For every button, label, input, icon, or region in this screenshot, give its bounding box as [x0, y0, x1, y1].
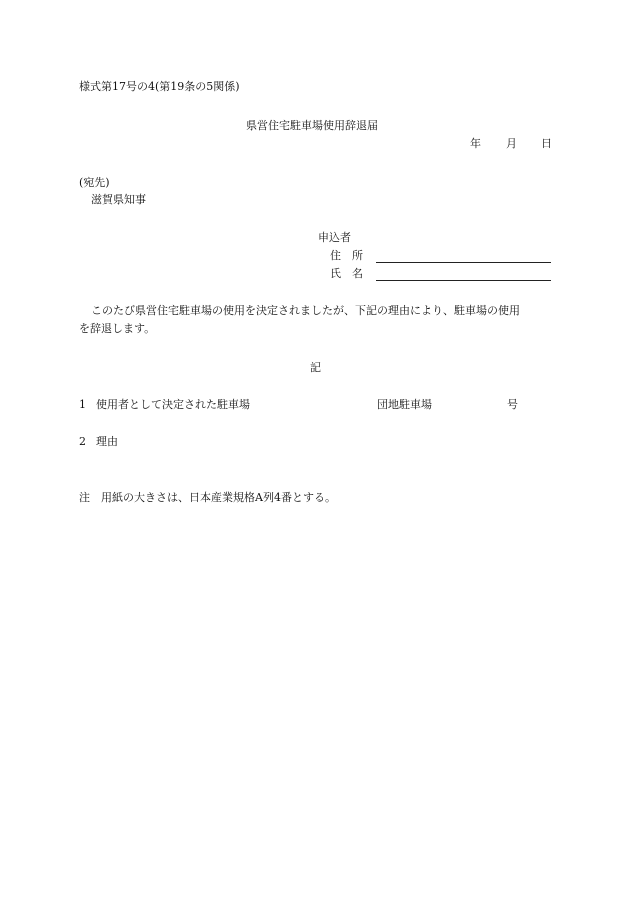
form-title: 県営住宅駐車場使用辞退届: [246, 119, 378, 132]
ki-heading: 記: [310, 361, 321, 374]
date-year: 年: [470, 137, 481, 150]
item-2-number: 2: [79, 435, 86, 448]
item-1-number: 1: [79, 398, 86, 411]
item-1-label: 使用者として決定された駐車場: [96, 398, 250, 411]
date-month: 月: [506, 137, 517, 150]
form-number: 様式第17号の4(第19条の5関係): [79, 80, 240, 93]
name-field-line: [376, 280, 551, 281]
addressee-label: (宛先): [79, 176, 110, 189]
addressee-name: 滋賀県知事: [91, 193, 146, 206]
address-field-line: [376, 262, 551, 263]
item-1-field-go: 号: [507, 398, 518, 411]
date-day: 日: [541, 137, 552, 150]
paper-size-note: 注 用紙の大きさは、日本産業規格A列4番とする。: [79, 491, 336, 504]
address-label: 住 所: [330, 249, 363, 262]
applicant-heading: 申込者: [318, 231, 351, 244]
body-text-line2: を辞退します。: [79, 322, 156, 335]
name-label: 氏 名: [330, 267, 363, 280]
item-1-field-danchi: 団地駐車場: [377, 398, 432, 411]
body-text-line1: このたび県営住宅駐車場の使用を決定されましたが、下記の理由により、駐車場の使用: [91, 304, 520, 317]
item-2-label: 理由: [96, 435, 118, 448]
